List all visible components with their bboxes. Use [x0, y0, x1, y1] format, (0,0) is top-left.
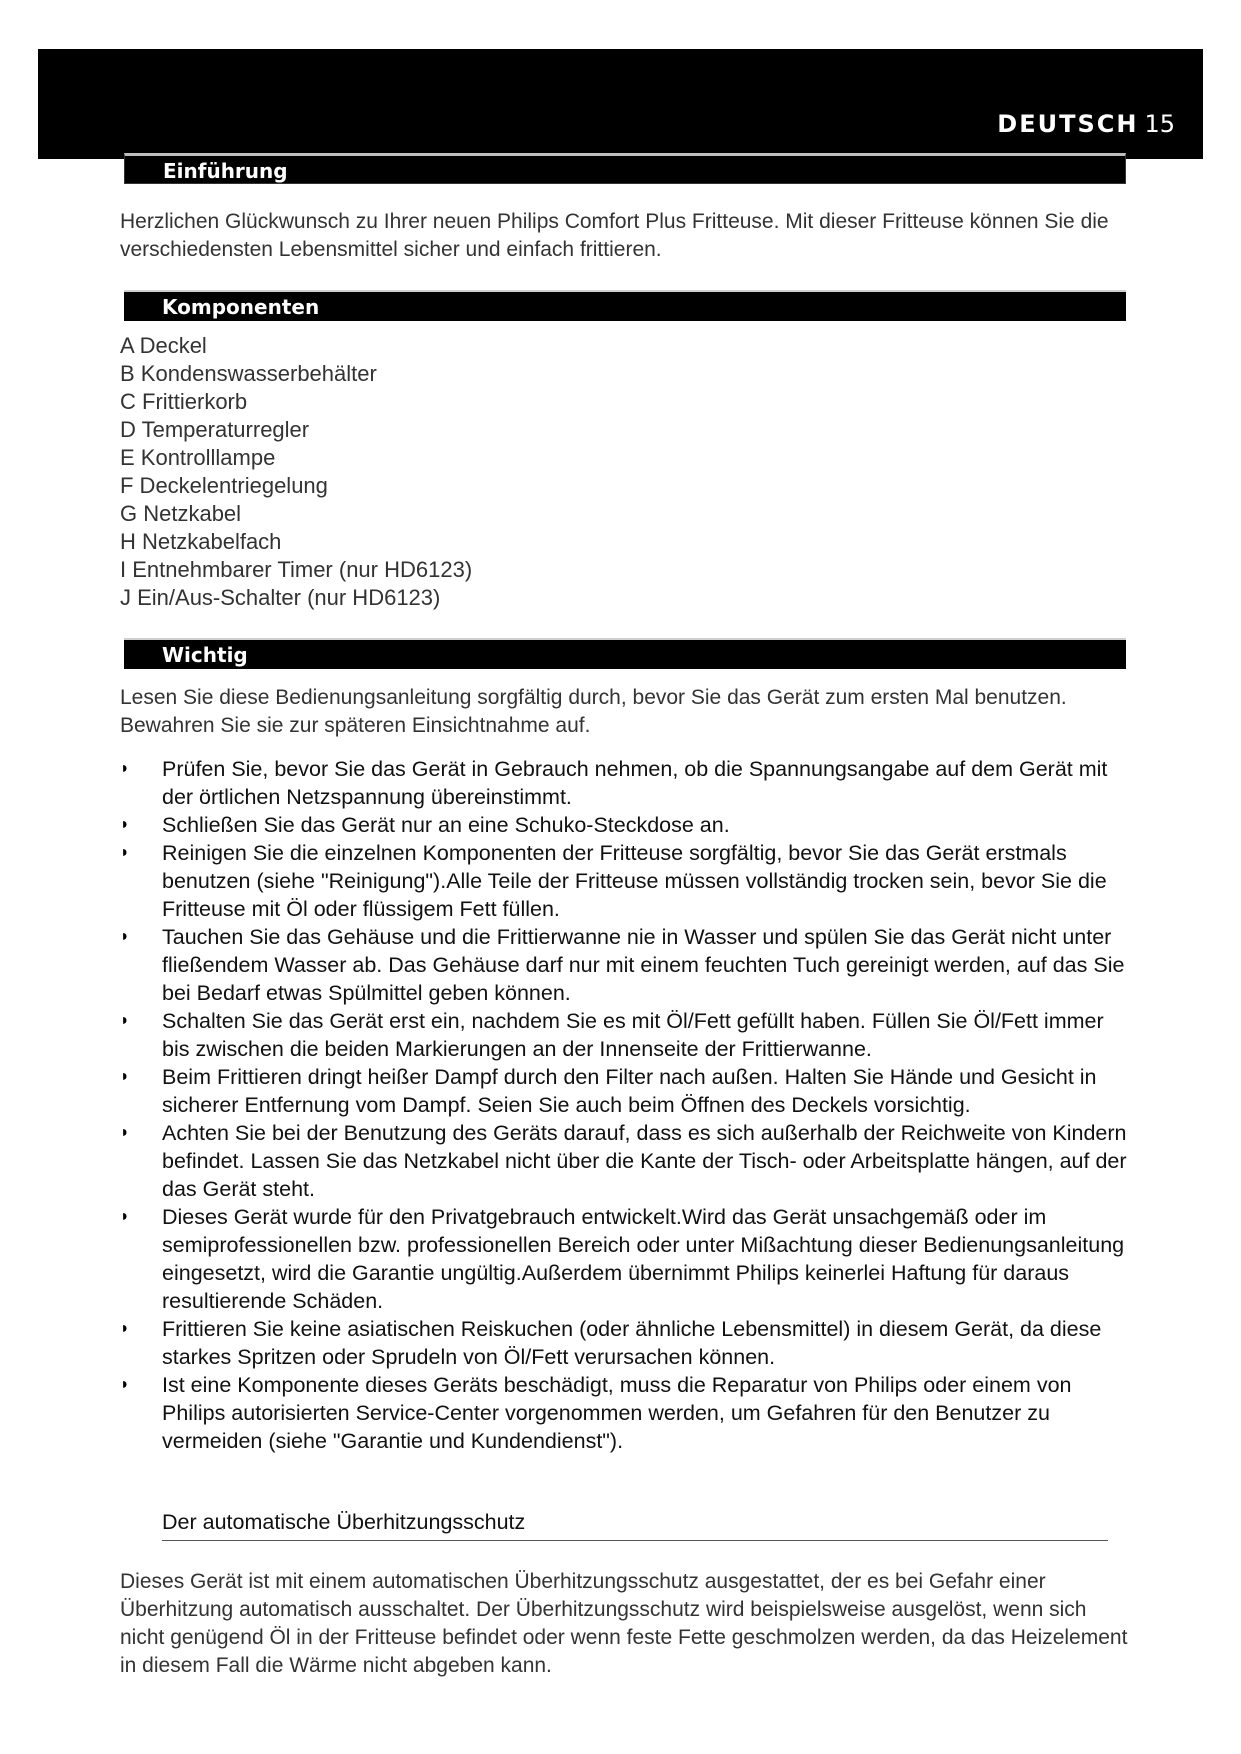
section-heading-intro: Einführung	[124, 153, 1126, 184]
page-header-bar	[38, 49, 1203, 159]
bullet-icon: ◗	[120, 760, 130, 777]
bullet-text: Schalten Sie das Gerät erst ein, nachdem Sie es mit Öl/Fett gefüllt haben. Füllen Sie Öl/Fett immer bis zwischen die beiden Markierungen an der Innenseite der Frittierwanne.	[162, 1009, 1104, 1061]
bullet-text: Frittieren Sie keine asiatischen Reiskuchen (oder ähnliche Lebensmittel) in diesem Gerät, da diese starkes Spritzen oder Sprudeln von Öl/Fett verursachen können.	[162, 1317, 1102, 1369]
bullet-text: Tauchen Sie das Gehäuse und die Frittierwanne nie in Wasser und spülen Sie das Gerät nicht unter fließendem Wasser ab. Das Gehäuse darf nur mit einem feuchten Tuch gereinigt werden, auf das Sie bei Bedarf etwas Spülmittel geben können.	[162, 925, 1125, 1005]
bullet-text: Prüfen Sie, bevor Sie das Gerät in Gebrauch nehmen, ob die Spannungsangabe auf dem Gerät mit der örtlichen Netzspannung übereinstimmt.	[162, 757, 1108, 809]
bullet-icon: ◗	[120, 1012, 130, 1029]
component-item: C Frittierkorb	[120, 389, 248, 414]
list-item	[120, 1119, 1135, 1203]
bullet-text: Schließen Sie das Gerät nur an eine Schuko-Steckdose an.	[162, 813, 730, 837]
section-heading-components: Komponenten	[124, 290, 1126, 321]
intro-paragraph: Herzlichen Glückwunsch zu Ihrer neuen Philips Comfort Plus Fritteuse. Mit dieser Fritteuse können Sie die verschiedensten Lebensmittel sicher und einfach frittieren.	[120, 210, 1109, 261]
bullet-icon: ◗	[120, 1068, 130, 1085]
list-item	[120, 1203, 1135, 1315]
bullet-icon: ◗	[120, 816, 130, 833]
list-item	[120, 811, 1135, 839]
subheading-divider	[162, 1540, 1108, 1541]
list-item	[120, 839, 1135, 923]
bullet-text: Dieses Gerät wurde für den Privatgebrauch entwickelt.Wird das Gerät unsachgemäß oder im semiprofessionellen bzw. professionellen Bereich oder unter Mißachtung dieser Bedienungsanleitung eingesetzt, wird die Garantie ungültig.Außerdem übernimmt Philips keinerlei Haftung für daraus resultierende Schäden.	[162, 1205, 1125, 1313]
list-item	[120, 1063, 1135, 1119]
bullet-icon: ◗	[120, 928, 130, 945]
bullet-icon: ◗	[120, 1208, 130, 1225]
safety-bullet-list	[120, 755, 1135, 1455]
bullet-text: Beim Frittieren dringt heißer Dampf durch den Filter nach außen. Halten Sie Hände und Gesicht in sicherer Entfernung vom Dampf. Seien Sie auch beim Öffnen des Deckels vorsichtig.	[162, 1065, 1097, 1117]
important-paragraph: Lesen Sie diese Bedienungsanleitung sorgfältig durch, bevor Sie das Gerät zum ersten Mal benutzen. Bewahren Sie sie zur späteren Einsichtnahme auf.	[120, 686, 1067, 737]
header-language-label	[997, 110, 1175, 138]
bullet-text: Reinigen Sie die einzelnen Komponenten der Fritteuse sorgfältig, bevor Sie das Gerät erstmals benutzen (siehe "Reinigung").Alle Teile der Fritteuse müssen vollständig trocken sein, bevor Sie die Fritteuse mit Öl oder flüssigem Fett füllen.	[162, 841, 1107, 921]
list-item	[120, 1371, 1135, 1455]
component-item: E Kontrolllampe	[120, 445, 276, 470]
component-item: H Netzkabelfach	[120, 529, 282, 554]
component-item: G Netzkabel	[120, 501, 242, 526]
list-item	[120, 923, 1135, 1007]
component-item: I Entnehmbarer Timer (nur HD6123)	[120, 557, 473, 582]
bullet-icon: ◗	[120, 1124, 130, 1141]
bullet-icon: ◗	[120, 1320, 130, 1337]
list-item	[120, 755, 1135, 811]
components-list	[120, 332, 472, 612]
overheat-paragraph: Dieses Gerät ist mit einem automatischen Überhitzungsschutz ausgestattet, der es bei Gefahr einer Überhitzung automatisch ausschaltet. Der Überhitzungsschutz wird beispielsweise ausgelöst, wenn sich nicht genügend Öl in der Fritteuse befindet oder wenn feste Fette geschmolzen werden, da das Heizelement in diesem Fall die Wärme nicht abgeben kann.	[120, 1570, 1128, 1677]
component-item: A Deckel	[120, 333, 207, 358]
component-item: J Ein/Aus-Schalter (nur HD6123)	[120, 585, 441, 610]
bullet-icon: ◗	[120, 844, 130, 861]
component-item: B Kondenswasserbehälter	[120, 361, 377, 386]
bullet-text: Achten Sie bei der Benutzung des Geräts darauf, dass es sich außerhalb der Reichweite von Kindern befindet. Lassen Sie das Netzkabel nicht über die Kante der Tisch- oder Arbeitsplatte hängen, auf der das Gerät steht.	[162, 1121, 1127, 1201]
subheading-overheat: Der automatische Überhitzungsschutz	[162, 1510, 526, 1534]
language-title: DEUTSCH	[997, 110, 1139, 138]
section-heading-important: Wichtig	[124, 638, 1126, 669]
component-item: F Deckelentriegelung	[120, 473, 328, 498]
list-item	[120, 1315, 1135, 1371]
bullet-icon: ◗	[120, 1376, 130, 1393]
bullet-text: Ist eine Komponente dieses Geräts beschädigt, muss die Reparatur von Philips oder einem von Philips autorisierten Service-Center vorgenommen werden, um Gefahren für den Benutzer zu vermeiden (siehe "Garantie und Kundendienst").	[162, 1373, 1072, 1453]
component-item: D Temperaturregler	[120, 417, 310, 442]
list-item	[120, 1007, 1135, 1063]
page-number: 15	[1144, 110, 1175, 138]
